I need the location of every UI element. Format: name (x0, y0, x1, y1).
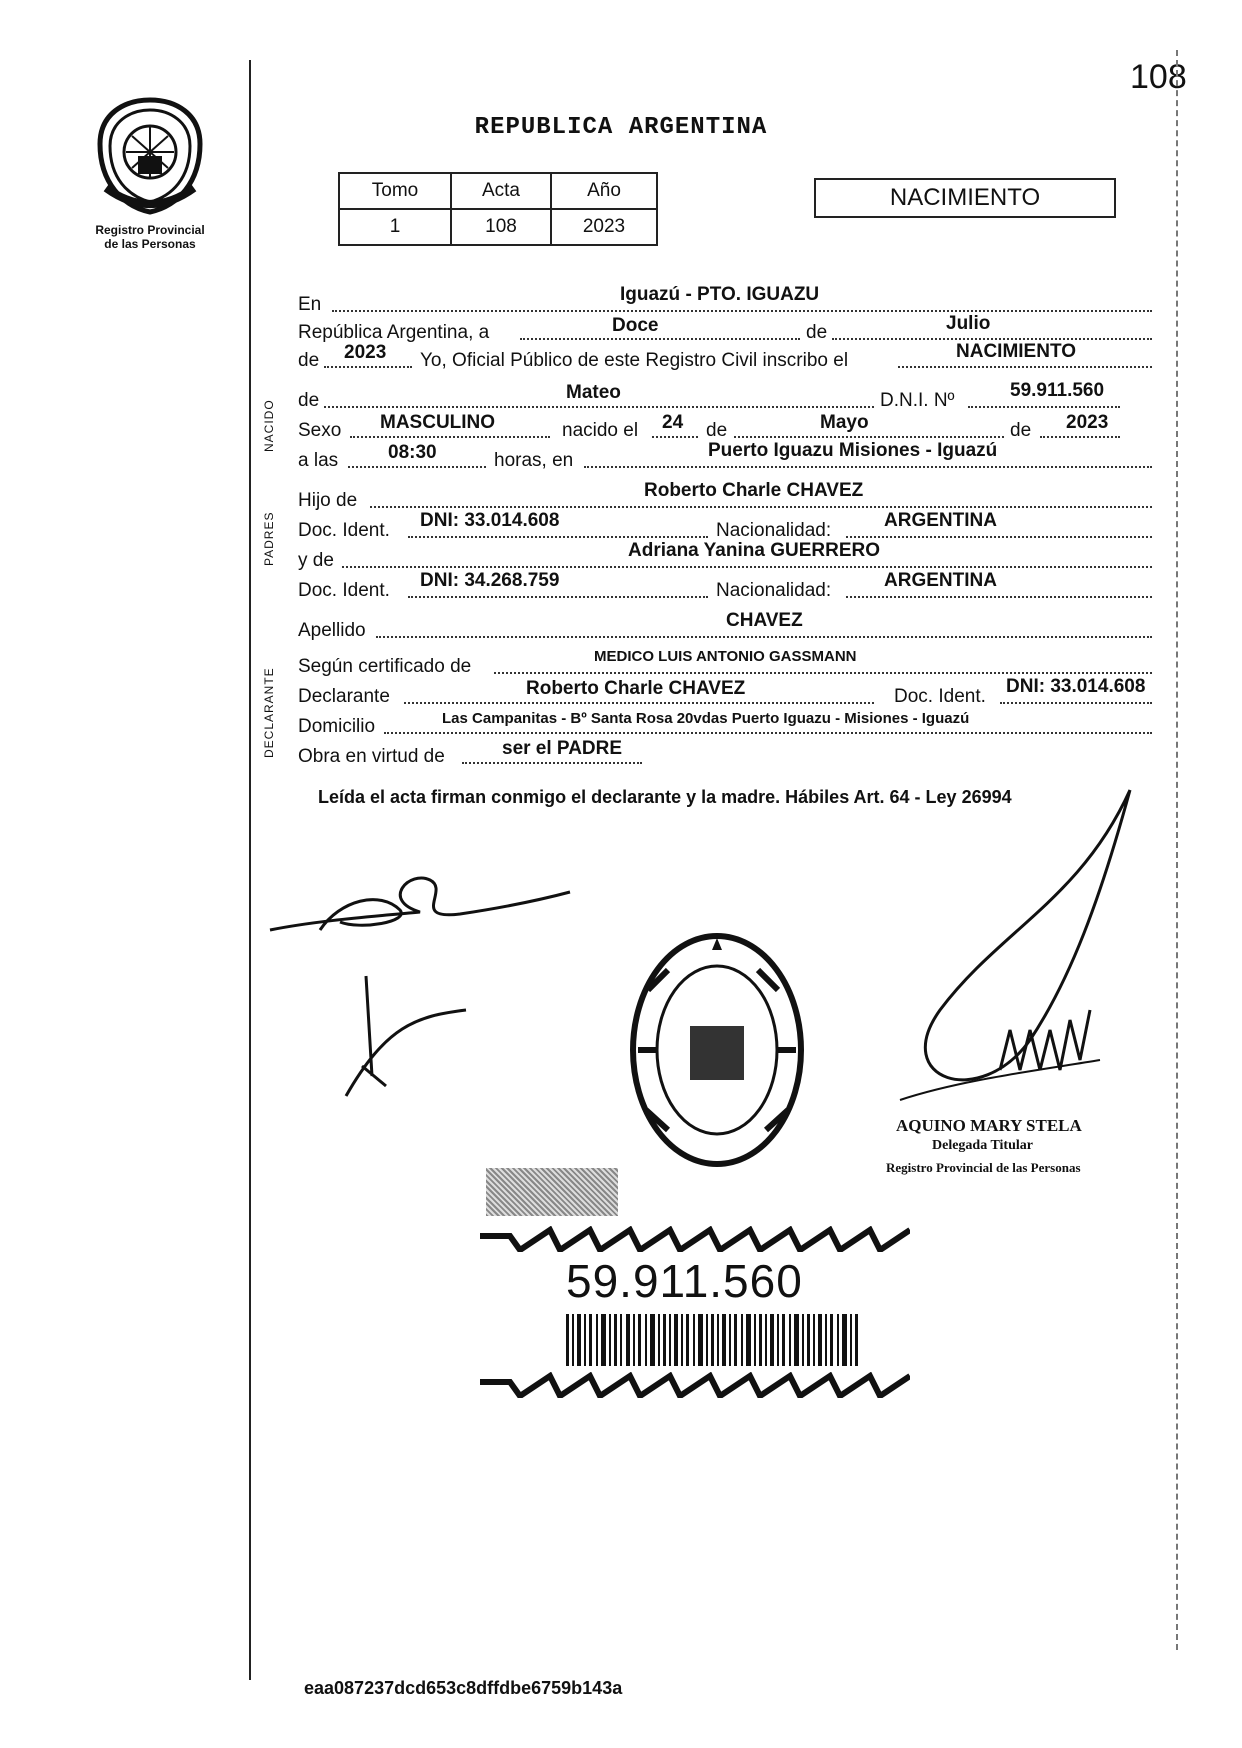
label-horas-en: horas, en (494, 450, 574, 471)
security-band-top-icon (480, 1226, 910, 1252)
dotted-line (734, 436, 1004, 438)
label-domicilio: Domicilio (298, 716, 376, 737)
value-dni: 59.911.560 (1010, 380, 1105, 401)
label-obra-en-virtud: Obra en virtud de (298, 746, 445, 767)
dotted-line (408, 596, 708, 598)
value-anio-nac: 2023 (1066, 412, 1109, 433)
dotted-line (832, 338, 1152, 340)
label-de-dia: de (706, 420, 728, 441)
value-anio: 2023 (344, 342, 387, 363)
label-sexo: Sexo (298, 420, 342, 441)
declarant-signature-icon (260, 860, 580, 950)
document-hash: eaa087237dcd653c8dffdbe6759b143a (304, 1678, 623, 1698)
header-acta: Acta (451, 173, 551, 209)
label-doc-ident-3: Doc. Ident. (894, 686, 986, 707)
dotted-line (350, 436, 550, 438)
value-apellido: CHAVEZ (726, 610, 803, 631)
registry-caption (82, 223, 218, 251)
dotted-line (332, 310, 1152, 312)
label-doc-ident-1: Doc. Ident. (298, 520, 390, 541)
value-tipo: NACIMIENTO (956, 341, 1076, 362)
value-padre: Roberto Charle CHAVEZ (644, 480, 864, 501)
label-nacionalidad-2: Nacionalidad: (716, 580, 832, 601)
document-title: REPUBLICA ARGENTINA (474, 114, 768, 141)
dotted-line (408, 536, 708, 538)
section-label-declarante: DECLARANTE (262, 667, 276, 758)
label-dni: D.N.I. Nº (880, 390, 955, 411)
dotted-line (462, 762, 642, 764)
value-lugar-nac: Puerto Iguazu Misiones - Iguazú (708, 440, 998, 461)
label-hijo-de: Hijo de (298, 490, 358, 511)
label-declarante: Declarante (298, 686, 390, 707)
value-acta: 108 (451, 209, 551, 245)
record-table (338, 172, 658, 246)
dotted-line (370, 506, 1152, 508)
label-nacido-el: nacido el (562, 420, 639, 441)
legal-text: Leída el acta firman conmigo el declarante y la madre. Hábiles Art. 64 - Ley 26994 (318, 787, 1012, 807)
dotted-line (1000, 702, 1152, 704)
section-label-padres: PADRES (262, 511, 276, 566)
label-yo-oficial: Yo, Oficial Público de este Registro Civil inscribo el (420, 350, 849, 371)
officer-role: Delegada Titular (932, 1138, 1033, 1153)
value-madre-nac: ARGENTINA (884, 570, 997, 591)
label-de-mes: de (806, 322, 828, 343)
record-table-values (339, 209, 657, 245)
label-de-anio: de (298, 350, 320, 371)
value-padre-nac: ARGENTINA (884, 510, 997, 531)
caption-line-2: de las Personas (104, 237, 196, 251)
dotted-line (376, 636, 1152, 638)
section-label-nacido: NACIDO (262, 399, 276, 452)
header-anio: Año (551, 173, 657, 209)
dotted-line (846, 536, 1152, 538)
value-hora: 08:30 (388, 442, 437, 463)
value-tomo: 1 (339, 209, 451, 245)
dotted-line (584, 466, 1152, 468)
dotted-line (520, 338, 800, 340)
label-de-ano2: de (1010, 420, 1032, 441)
dotted-line (348, 466, 486, 468)
label-republica: República Argentina, a (298, 322, 490, 343)
dotted-line (342, 566, 1152, 568)
value-dia-letras: Doce (612, 315, 659, 336)
security-band-bottom-icon (480, 1372, 910, 1398)
caption-line-1: Registro Provincial (95, 223, 205, 237)
page-number: 108 (1130, 58, 1187, 96)
dotted-line (384, 732, 1152, 734)
value-domicilio: Las Campanitas - Bº Santa Rosa 20vdas Puerto Iguazu - Misiones - Iguazú (442, 710, 970, 727)
value-madre-doc: DNI: 34.268.759 (420, 570, 560, 591)
dni-large-number: 59.911.560 (566, 1255, 803, 1307)
value-mes-nac: Mayo (820, 412, 869, 433)
value-padre-doc: DNI: 33.014.608 (420, 510, 560, 531)
right-margin-line (1176, 50, 1178, 1650)
label-y-de: y de (298, 550, 334, 571)
official-seal-icon (628, 930, 806, 1170)
header-tomo: Tomo (339, 173, 451, 209)
value-madre: Adriana Yanina GUERRERO (628, 540, 880, 561)
value-vinculo: ser el PADRE (502, 738, 623, 759)
value-lugar: Iguazú - PTO. IGUAZU (620, 284, 820, 305)
label-apellido: Apellido (298, 620, 366, 641)
value-nombre: Mateo (566, 382, 621, 403)
dotted-line (494, 672, 1152, 674)
label-de-nombre: de (298, 390, 320, 411)
value-declarante-doc: DNI: 33.014.608 (1006, 676, 1146, 697)
value-sexo: MASCULINO (380, 412, 496, 433)
dotted-line (324, 406, 874, 408)
label-en: En (298, 294, 322, 315)
label-nacionalidad-1: Nacionalidad: (716, 520, 832, 541)
value-declarante: Roberto Charle CHAVEZ (526, 678, 746, 699)
dotted-line (846, 596, 1152, 598)
dotted-line (968, 406, 1120, 408)
value-certificado: MEDICO LUIS ANTONIO GASSMANN (594, 648, 857, 665)
officer-organization: Registro Provincial de las Personas (886, 1160, 1081, 1175)
left-margin-line (249, 60, 251, 1680)
security-stamp (486, 1168, 618, 1216)
dotted-line (898, 366, 1152, 368)
dotted-line (324, 366, 412, 368)
barcode-icon (566, 1314, 862, 1366)
mother-signature-icon (326, 966, 506, 1106)
label-segun-certificado: Según certificado de (298, 656, 472, 677)
officer-name: AQUINO MARY STELA (896, 1116, 1082, 1135)
value-dia-nac: 24 (662, 412, 684, 433)
dotted-line (1040, 436, 1120, 438)
label-doc-ident-2: Doc. Ident. (298, 580, 390, 601)
record-table-header (339, 173, 657, 209)
dotted-line (652, 436, 698, 438)
dotted-line (404, 702, 874, 704)
value-mes: Julio (946, 313, 991, 334)
officer-signature-icon (880, 780, 1150, 1120)
value-anio: 2023 (551, 209, 657, 245)
record-type-box: NACIMIENTO (814, 178, 1116, 218)
label-a-las: a las (298, 450, 339, 471)
